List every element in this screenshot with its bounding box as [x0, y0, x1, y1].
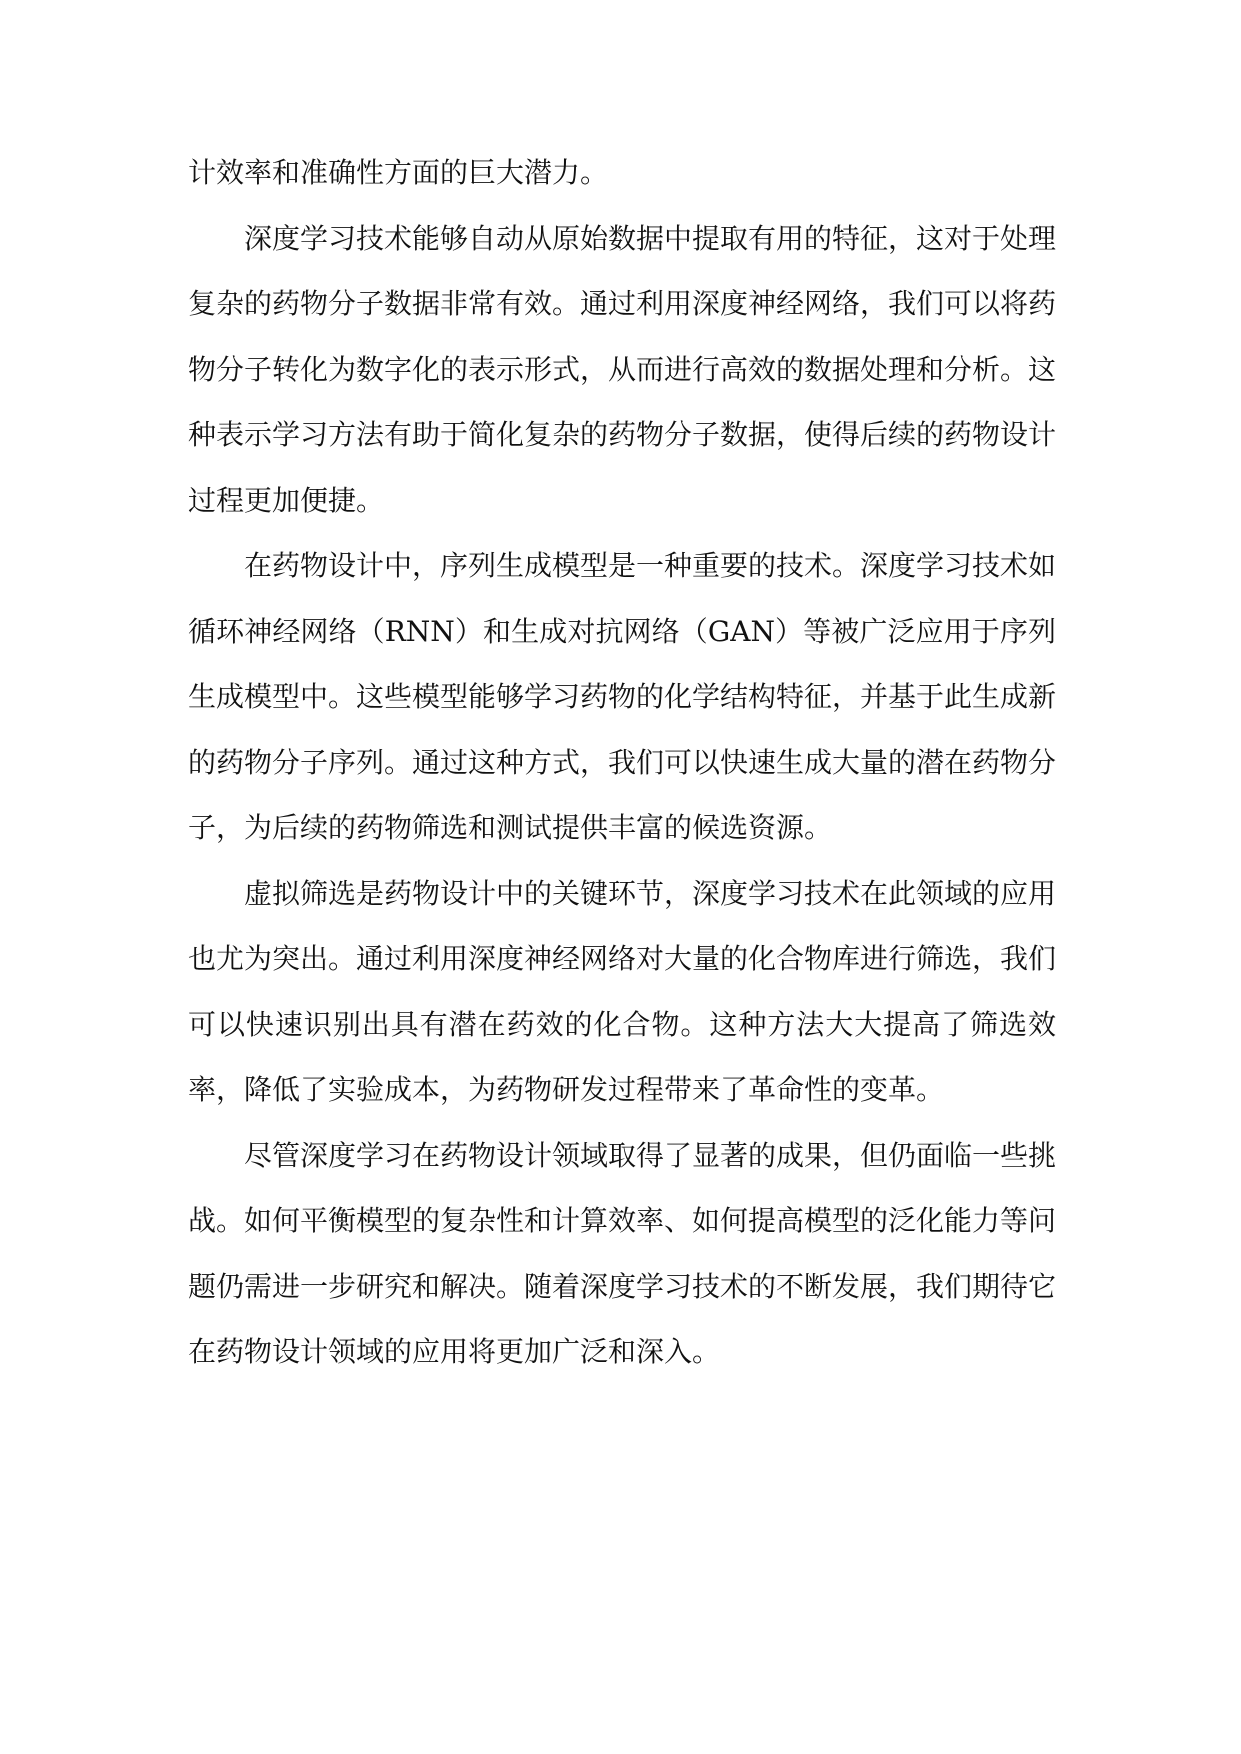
- paragraph-sequence-generation: 在药物设计中，序列生成模型是一种重要的技术。深度学习技术如循环神经网络（RNN）和生成对抗网络（GAN）等被广泛应用于序列生成模型中。这些模型能够学习药物的化学结构特征，并基于此生成新的药物分子序列。通过这种方式，我们可以快速生成大量的潜在药物分子，为后续的药物筛选和测试提供丰富的候选资源。: [188, 549, 1057, 844]
- paragraph-continuation: 计效率和准确性方面的巨大潜力。: [188, 156, 609, 189]
- paragraph-virtual-screening: 虚拟筛选是药物设计中的关键环节，深度学习技术在此领域的应用也尤为突出。通过利用深度神经网络对大量的化合物库进行筛选，我们可以快速识别出具有潜在药效的化合物。这种方法大大提高了筛选效率，降低了实验成本，为药物研发过程带来了革命性的变革。: [188, 876, 1057, 1106]
- paragraph-representation-learning: 深度学习技术能够自动从原始数据中提取有用的特征，这对于处理复杂的药物分子数据非常有效。通过利用深度神经网络，我们可以将药物分子转化为数字化的表示形式，从而进行高效的数据处理和分析。这种表示学习方法有助于简化复杂的药物分子数据，使得后续的药物设计过程更加便捷。: [188, 221, 1057, 517]
- document-body: [188, 140, 1056, 1385]
- paragraph-challenges: 尽管深度学习在药物设计领域取得了显著的成果，但仍面临一些挑战。如何平衡模型的复杂性和计算效率、如何提高模型的泛化能力等问题仍需进一步研究和解决。随着深度学习技术的不断发展，我们期待它在药物设计领域的应用将更加广泛和深入。: [188, 1138, 1057, 1368]
